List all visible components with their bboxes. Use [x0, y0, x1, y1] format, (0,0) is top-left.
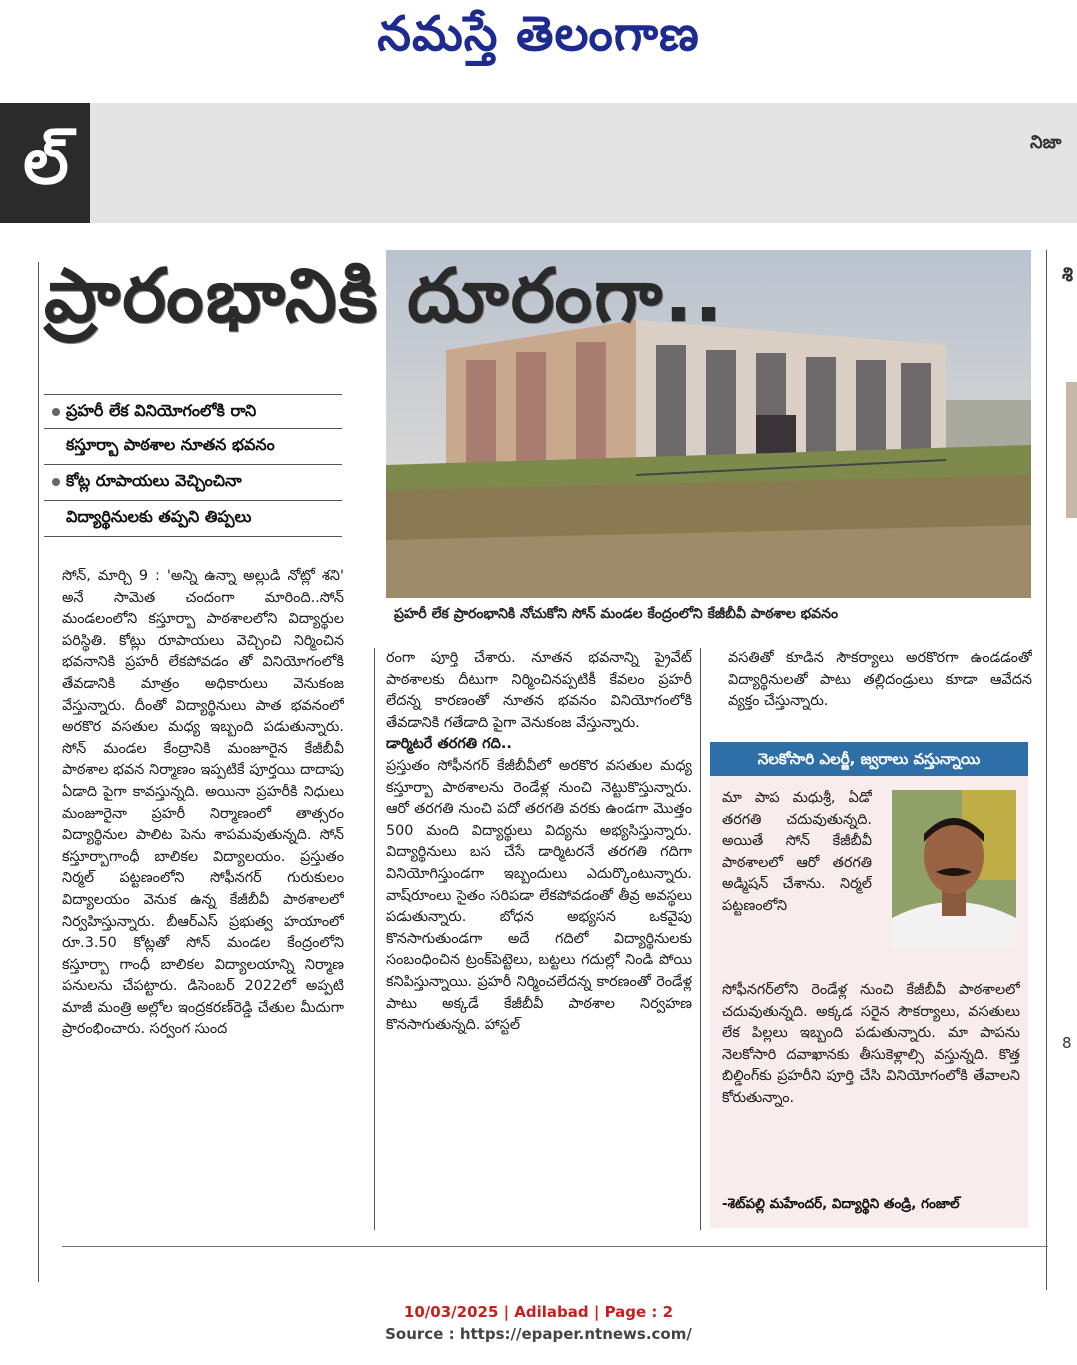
- column-2b-text: ప్రస్తుతం సోఫీనగర్ కేజీబీవీలో అరకొర వసతుల మధ్య కస్తూర్బా పాఠశాలను రెండేళ్ల నుంచి నెట్టుకొస్తున్నారు. ఆరో తరగతి నుంచి పదో తరగతి వరకు ఉండగా మొత్తం 500 మంది విద్యార్థులు విద్యను అభ్యసిస్తున్నారు. విద్యార్థినులు బస చేసే డార్మిటరనే తరగతి గదిగా వినియోగిస్తుండగా ఇబ్బందులు ఎదుర్కొంటున్నారు. వాష్‌రూంలు సైతం సరిపడా లేకపోవడంతో తీవ్ర అవస్థలు పడుతున్నారు. బోధన అభ్యసన ఒకవైపు కొనసాగుతుండగా అదే గదిలో విద్యార్థినులకు సంబంధించిన ట్రంక్‌పెట్టెలు, బట్టలు గదుల్లో నిండి పోయి కనిపిస్తున్నాయి. ప్రహరీ నిర్మించలేదన్న కారణంతో రెండేళ్ల పాటు అక్కడే కేజీబీవీ పాఠశాల నిర్వహణ కొనసాగుతున్నది. హాస్టల్: [386, 757, 692, 1034]
- article-column-2: [386, 648, 692, 1232]
- footer-rule: [62, 1246, 1048, 1247]
- edge-fragment-digit: 8: [1062, 1034, 1072, 1052]
- footer-source: Source : https://epaper.ntnews.com/: [385, 1325, 692, 1343]
- column-3-text: వసతితో కూడిన సౌకర్యాలు అరకొరగా ఉండడంతో విద్యార్థినులతో పాటు తల్లిదండ్రులు కూడా ఆవేదన వ్యక్తం చేస్తున్నారు.: [728, 650, 1032, 710]
- highlight-2-text: కస్తూర్బా పాఠశాల నూతన భవనం: [66, 435, 275, 454]
- bullet-icon: [52, 478, 60, 486]
- interview-byline: -శెట్‌పల్లి మహేందర్, విద్యార్థిని తండ్రి, గంజాల్: [722, 1196, 960, 1212]
- footer-date-edition: 10/03/2025 | Adilabad | Page : 2: [403, 1303, 674, 1321]
- column-rule-2: [700, 648, 701, 1230]
- section-band-right-text: నిజా: [1030, 132, 1062, 153]
- highlight-3-text: కోట్ల రూపాయలు వెచ్చించినా: [66, 471, 242, 490]
- masthead-logo: నమస్తే తెలంగాణ: [377, 6, 700, 62]
- column-2a-text: రంగా పూర్తి చేశారు. నూతన భవనాన్ని ప్రైవేట్ పాఠశాలకు దీటుగా నిర్మించినప్పటికీ కేవలం ప్రహరీ లేదన్న కారణంతో నూతన భవనం వినియోగంలోకి తేవడానికి గతేడాది పైగా వెనుకంజ వేస్తున్నారు.: [386, 650, 692, 731]
- column-rule-1: [374, 648, 375, 1230]
- left-column-rule: [38, 262, 39, 1282]
- interview-narrow-text: మా పాప మధుశ్రీ, ఏడో తరగతి చదువుతున్నది. అయితే సోన్ కేజీబీవీ పాఠశాలలో ఆరో తరగతి అడ్మిషన్ చేశాను. నిర్మల్ పట్టణంలోని: [722, 790, 872, 914]
- edge-photo-fragment: [1066, 382, 1077, 518]
- parent-portrait: [892, 790, 1016, 948]
- highlight-4: [44, 500, 342, 537]
- bullet-icon: [52, 408, 60, 416]
- headline: ప్రారంభానికి దూరంగా..: [44, 253, 725, 339]
- highlight-4-text: విద్యార్థినులకు తప్పని తిప్పలు: [66, 507, 252, 526]
- interview-text-wide: [722, 980, 1020, 1176]
- column-1-text: సోన్, మార్చి 9 : 'అన్ని ఉన్నా అల్లుడి నోట్లో శని' అనే సామెత చందంగా మారింది..సోన్ మండలంలోని కస్తూర్బా పాఠశాలలోని విద్యార్థుల పరిస్థితి. కోట్లు రూపాయలు వెచ్చించి నిర్మించిన భవనానికి ప్రహరీ లేకపోవడం తో వినియోగంలోకి తేవడానికి మాత్రం అధికారులు వెనుకంజ వేస్తున్నారు. దీంతో విద్యార్థినులు పాత భవనంలో అరకొర వసతుల మధ్య ఇబ్బంది పడుతున్నారు. సోన్ మండల కేంద్రానికి మంజూరైన కేజీబీవీ పాఠశాల భవన నిర్మాణం ఇప్పటికే పూర్తయి దాదాపు ఏడాది పైగా కావస్తున్నది. అయినా ప్రహరీకి నిధులు మంజూరైనా ప్రహరీ నిర్మాణంలో తాత్సరం విద్యార్థినుల పాలిట పెను శాపమవుతున్నది. సోన్ కస్తూర్బాగాంధీ బాలికల విద్యాలయం. ప్రస్తుతం నిర్మల్ పట్టణంలోని సోఫీనగర్ గురుకులం విద్యాలయం వెనుక ఉన్న కేజీబీవీ పాఠశాలలో నిర్వహిస్తున్నారు. బీఆర్ఎస్ ప్రభుత్వ హయాంలో రూ.3.50 కోట్లతో సోన్ మండల కేంద్రంలోని కస్తూర్బా గాంధీ బాలికల విద్యాలయాన్ని నిర్మాణ పనులను చేపట్టారు. డిసెంబర్ 2022లో అప్పటి మాజీ మంత్రి అల్లోల ఇంద్రకరణ్‌రెడ్డి చేతుల మీదుగా ప్రారంభించారు. సర్వంగ సుంద: [62, 568, 344, 1038]
- highlight-3: [44, 464, 342, 500]
- interview-box-title: నెలకోసారి ఎలర్జీ, జ్వరాలు వస్తున్నాయి: [710, 742, 1028, 776]
- article-column-1: [62, 566, 344, 1234]
- interview-text-narrow: [722, 788, 872, 954]
- photo-caption: ప్రహరీ లేక ప్రారంభానికి నోచుకోని సోన్ మండల కేంద్రంలోని కేజీబీవీ పాఠశాల భవనం: [394, 606, 839, 622]
- highlight-1: [44, 394, 342, 430]
- interview-wide-text: సోఫీనగర్‌లోని రెండేళ్ల నుంచి కేజీబీవీ పాఠశాలలో చదువుతున్నది. అక్కడ సరైన సౌకర్యాలు, వసతులు లేక పిల్లలు ఇబ్బంది పడుతున్నారు. మా పాపను నెలకోసారి దవాఖానకు తీసుకెళ్లాల్సి వస్తున్నది. కొత్త బిల్డింగ్‌కు ప్రహరీని పూర్తి చేసి వినియోగంలోకి తేవాలని కోరుతున్నాం.: [722, 982, 1020, 1106]
- column-2-subhead: డార్మిటరే తరగతి గది..: [386, 736, 512, 753]
- highlight-1-text: ప్రహరీ లేక వినియోగంలోకి రాని: [66, 401, 257, 420]
- portrait-illustration: [892, 790, 1016, 948]
- right-page-rule: [1046, 250, 1047, 1290]
- highlight-2: [44, 428, 342, 464]
- section-band: [0, 103, 1077, 223]
- edge-fragment-top: శి: [1062, 262, 1073, 286]
- article-column-3: [728, 648, 1032, 734]
- section-band-glyph: ల్: [23, 125, 69, 199]
